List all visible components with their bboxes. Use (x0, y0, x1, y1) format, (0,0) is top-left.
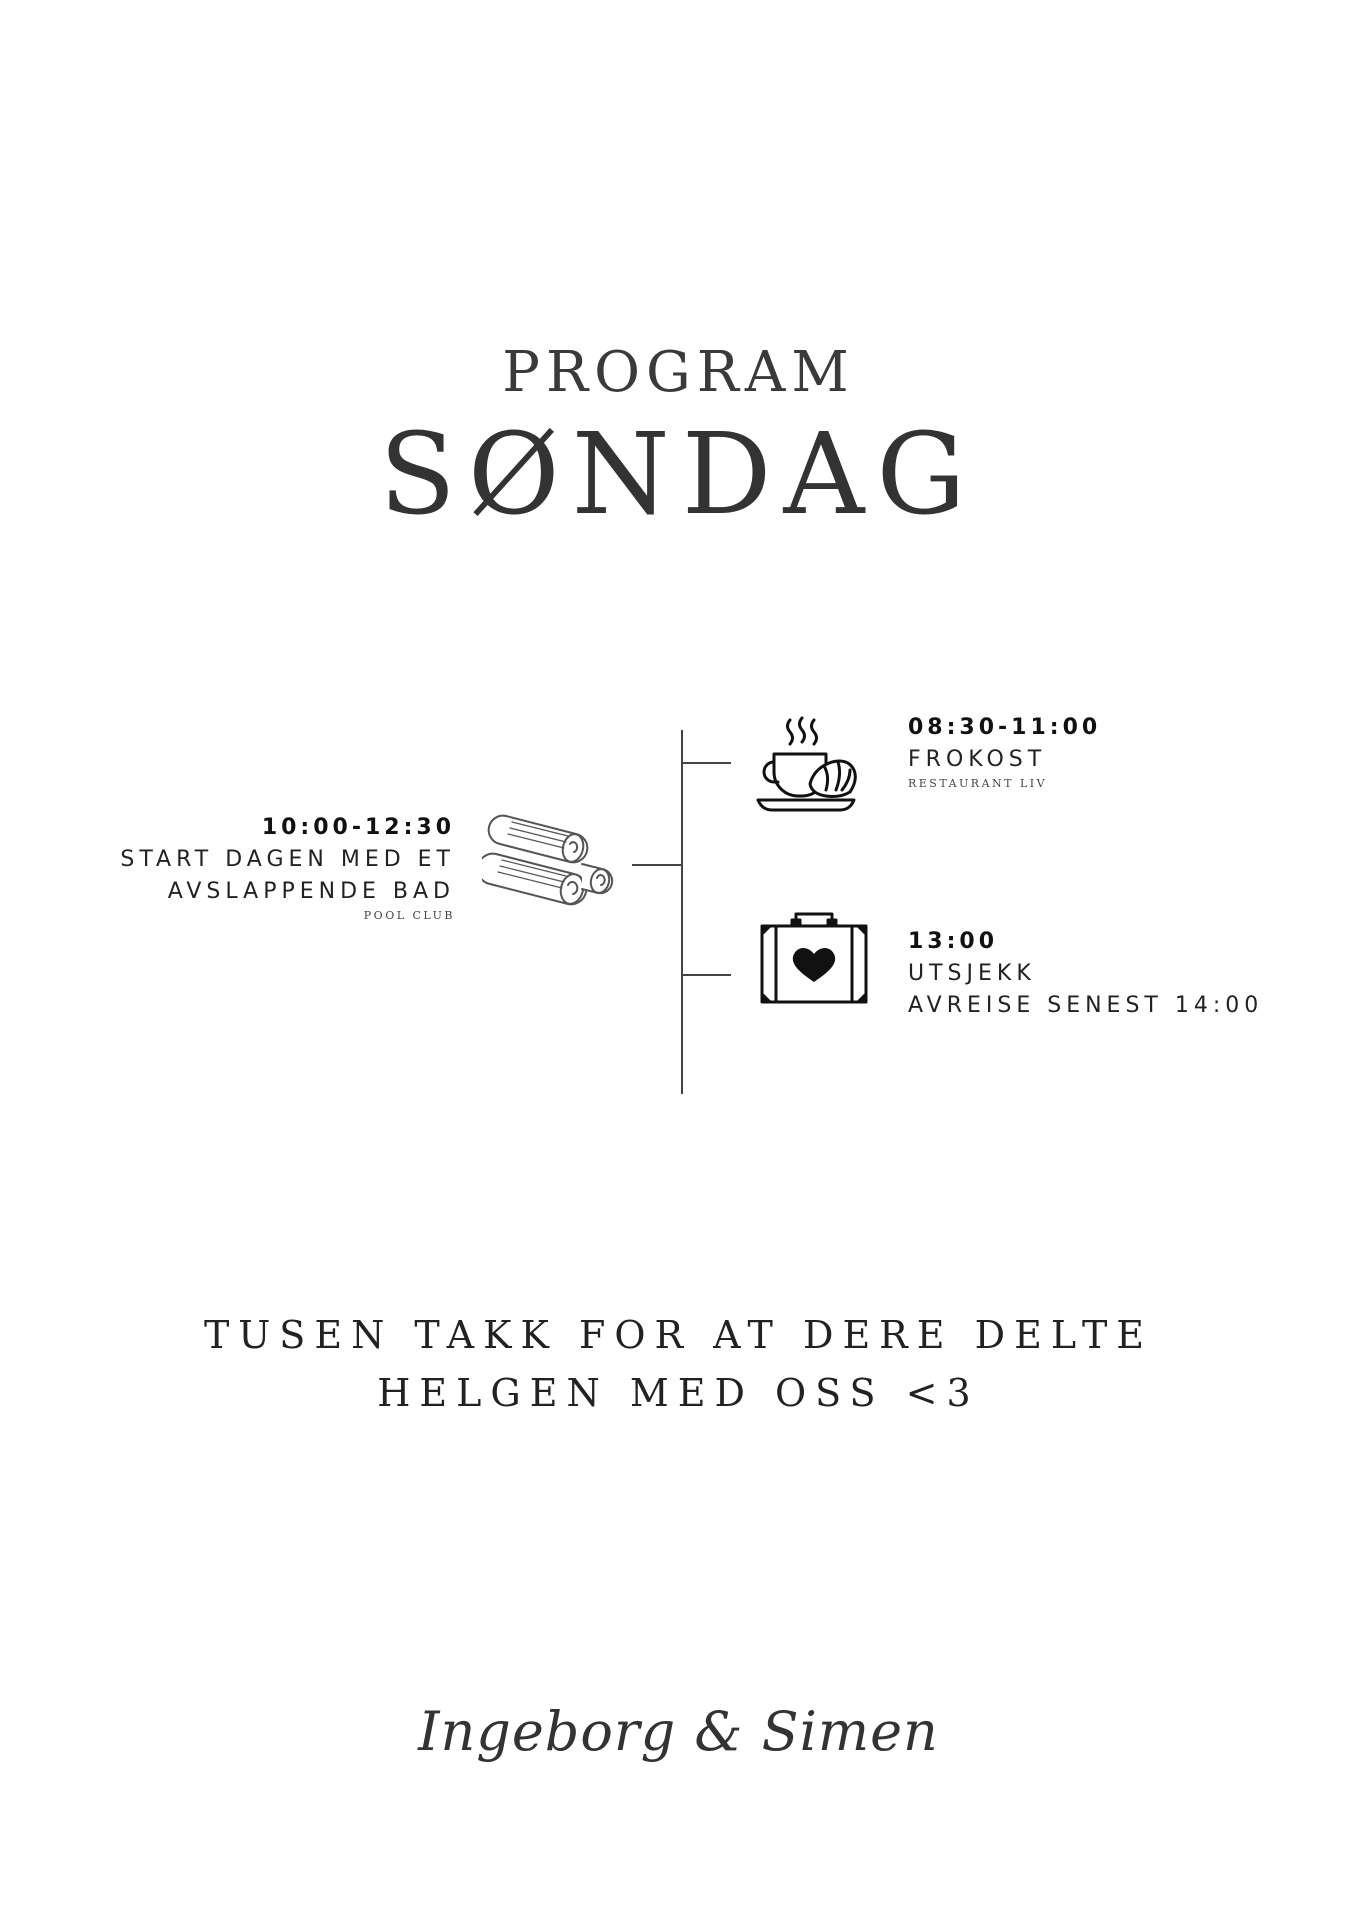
coffee-croissant-icon (752, 714, 862, 818)
event-title-line-2: AVREISE SENEST 14:00 (908, 993, 1264, 1018)
event-title-line-1: UTSJEKK (908, 961, 1036, 986)
event-bath (120, 814, 455, 924)
timeline-branch-breakfast (681, 762, 731, 764)
event-location: RESTAURANT LIV (908, 777, 1048, 790)
event-title: FROKOST (908, 747, 1047, 772)
timeline-branch-checkout (681, 974, 731, 976)
event-title-line-2: AVSLAPPENDE BAD (167, 879, 455, 904)
event-title-line-1: START DAGEN MED ET (120, 847, 455, 872)
event-time: 10:00-12:30 (261, 815, 455, 840)
event-checkout (908, 928, 1263, 1022)
event-time: 13:00 (908, 929, 999, 954)
thank-you-line-1: TUSEN TAKK FOR AT DERE DELTE (203, 1313, 1154, 1357)
event-location: POOL CLUB (363, 909, 455, 922)
thank-you-message (0, 1306, 1357, 1422)
page-title-program: PROGRAM (502, 340, 855, 405)
rolled-towels-icon (482, 808, 622, 908)
thank-you-line-2: HELGEN MED OSS <3 (377, 1371, 980, 1415)
timeline-branch-bath (632, 864, 682, 866)
event-time: 08:30-11:00 (908, 715, 1102, 740)
suitcase-heart-icon (756, 910, 872, 1008)
timeline-vertical-line (681, 730, 683, 1094)
signature: Ingeborg & Simen (418, 1700, 939, 1763)
event-breakfast (908, 714, 1101, 792)
page-title-day: SØNDAG (379, 410, 978, 540)
